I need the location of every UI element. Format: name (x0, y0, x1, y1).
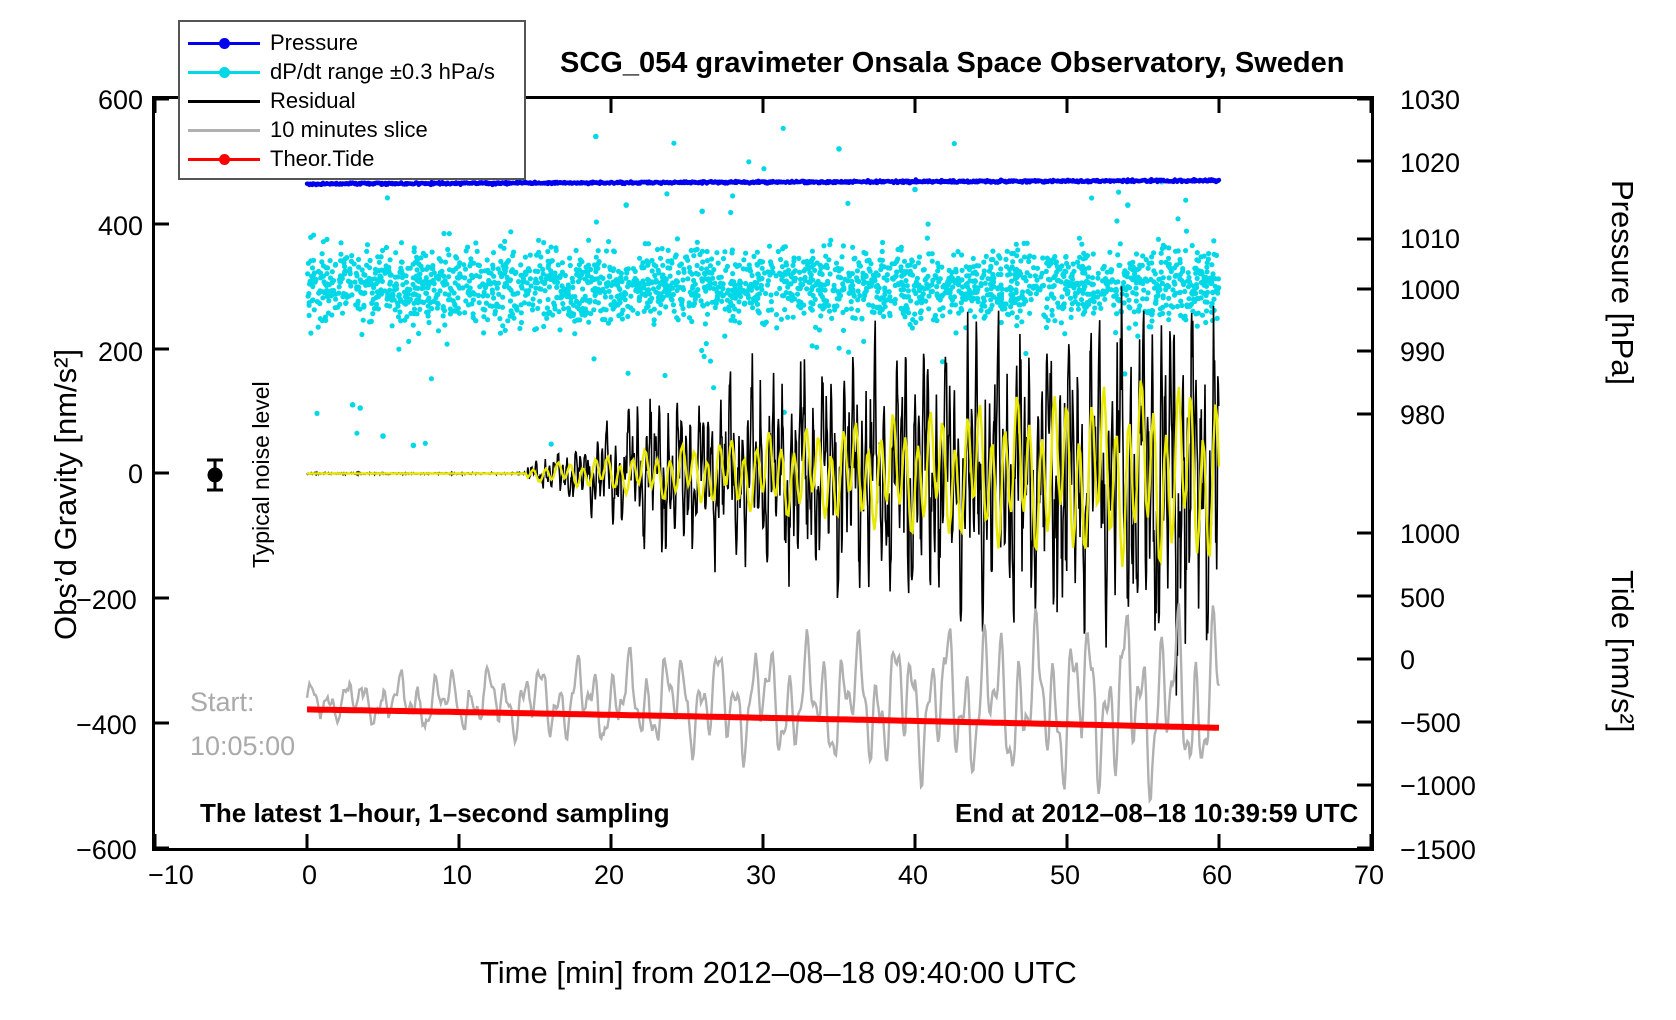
legend-key-tide (188, 148, 260, 170)
footer-sampling-note: The latest 1–hour, 1–second sampling (200, 798, 670, 828)
ytick-left-4: −200 (76, 585, 137, 615)
ytick-left-0: 600 (98, 85, 144, 115)
plot-canvas (155, 99, 1371, 848)
legend-item-slice (188, 115, 516, 144)
xtick-8: 70 (1354, 860, 1385, 890)
legend-item-residual (188, 86, 516, 115)
start-label: Start: (190, 687, 255, 717)
y-axis-label-right-pressure: Pressure [hPa] (1605, 180, 1640, 386)
ytick-right-pressure-4: 990 (1400, 337, 1446, 367)
legend-item-dpdt (188, 57, 516, 86)
ytick-right-pressure-2: 1010 (1400, 224, 1461, 254)
xtick-1: 0 (302, 860, 318, 890)
legend-label-dpdt: dP/dt range ±0.3 hPa/s (270, 58, 495, 84)
chart-title: SCG_054 gravimeter Onsala Space Observatory, Sweden (560, 47, 1345, 79)
ytick-right-tide-0: 1000 (1400, 519, 1461, 549)
y-axis-label-left: Obs’d Gravity [nm/s²] (48, 348, 83, 640)
ytick-left-5: −400 (76, 710, 137, 740)
xtick-6: 50 (1050, 860, 1081, 890)
start-time-annotation (190, 680, 295, 768)
ytick-left-2: 200 (98, 337, 144, 367)
ytick-left-6: −600 (76, 835, 137, 865)
series-yellow-overlay (307, 381, 1219, 568)
legend (178, 20, 526, 180)
ytick-right-tide-2: 0 (1400, 645, 1416, 675)
xtick-4: 30 (746, 860, 777, 890)
legend-item-pressure (188, 28, 516, 57)
xtick-7: 60 (1202, 860, 1233, 890)
legend-label-residual: Residual (270, 87, 356, 113)
ytick-right-pressure-1: 1020 (1400, 148, 1461, 178)
legend-key-dpdt (188, 61, 260, 83)
xtick-0: −10 (148, 860, 194, 890)
y-axis-label-right-tide: Tide [nm/s²] (1605, 570, 1640, 733)
series-ten-minute-slice (307, 603, 1219, 800)
ytick-right-pressure-3: 1000 (1400, 275, 1461, 305)
legend-label-tide: Theor.Tide (270, 145, 375, 171)
ytick-right-tide-4: −1000 (1400, 771, 1476, 801)
ytick-right-tide-5: −1500 (1400, 835, 1476, 865)
ytick-right-tide-1: 500 (1400, 583, 1446, 613)
typical-noise-level-label: Typical noise level (248, 381, 274, 568)
legend-key-residual (188, 90, 260, 112)
xtick-2: 10 (442, 860, 473, 890)
legend-label-slice: 10 minutes slice (270, 116, 428, 142)
ytick-left-3: 0 (128, 459, 144, 489)
legend-key-slice (188, 119, 260, 141)
legend-label-pressure: Pressure (270, 29, 359, 55)
ytick-right-pressure-5: 980 (1400, 400, 1446, 430)
xtick-3: 20 (594, 860, 625, 890)
ytick-right-tide-3: −500 (1400, 708, 1461, 738)
legend-item-tide (188, 144, 516, 173)
footer-end-time: End at 2012–08–18 10:39:59 UTC (955, 798, 1359, 828)
ytick-right-pressure-0: 1030 (1400, 85, 1461, 115)
ytick-left-1: 400 (98, 211, 144, 241)
xtick-5: 40 (898, 860, 929, 890)
plot-area (152, 96, 1374, 851)
start-time: 10:05:00 (190, 731, 296, 761)
x-axis-label: Time [min] from 2012–08–18 09:40:00 UTC (480, 955, 1077, 990)
legend-key-pressure (188, 32, 260, 54)
noise-errorbar (207, 460, 223, 490)
